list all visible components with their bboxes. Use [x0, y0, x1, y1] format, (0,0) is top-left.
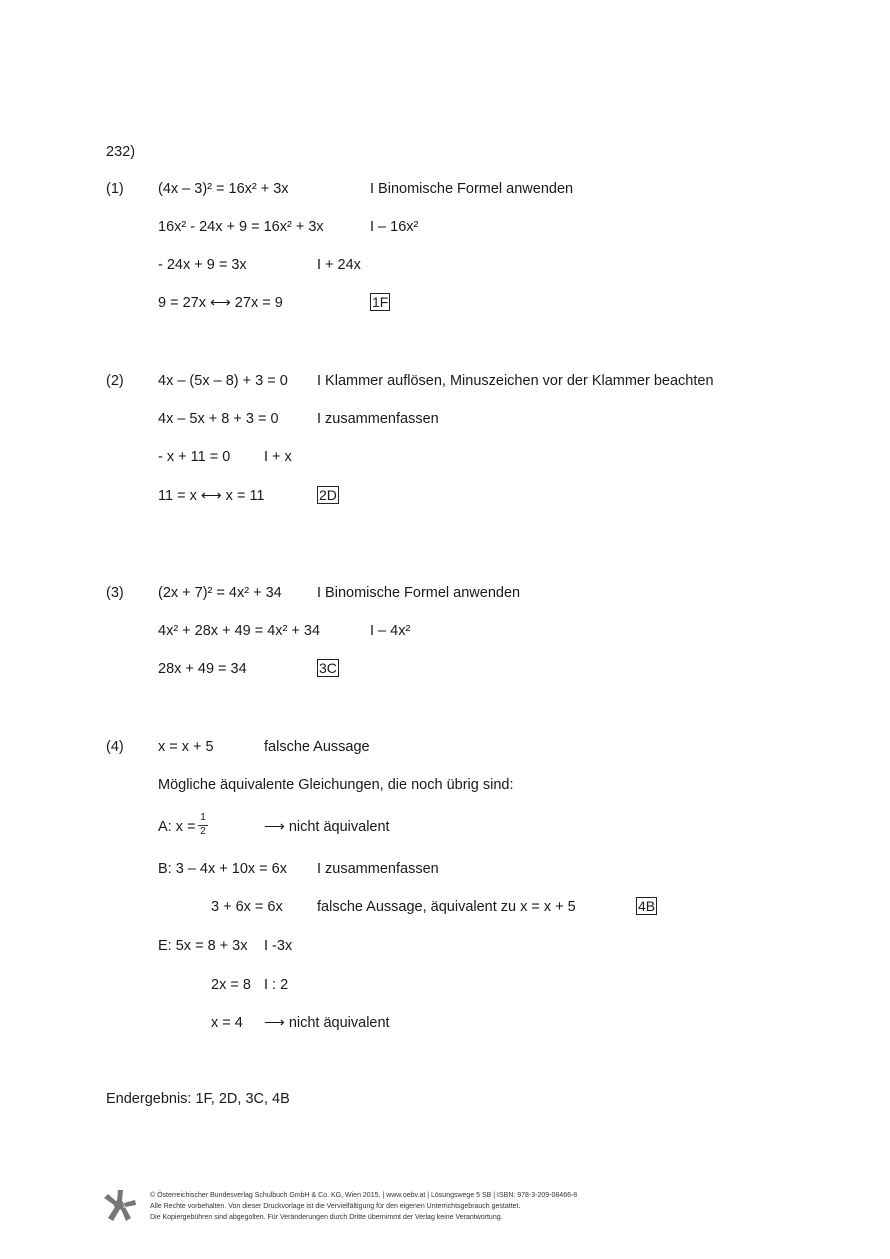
item-2-label: (2): [106, 373, 124, 389]
option-b-note: I zusammenfassen: [317, 861, 439, 877]
oebv-logo-icon: [104, 1190, 136, 1222]
option-a-expr: A: x =: [158, 819, 196, 835]
item-2-line-3-expr: - x + 11 = 0: [158, 449, 231, 465]
option-b-step-note: falsche Aussage, äquivalent zu x = x + 5: [317, 899, 576, 915]
item-2-line-4-expr: 11 = x ⟷ x = 11: [158, 488, 265, 504]
answer-box-1F: 1F: [372, 294, 389, 310]
task-number: 232): [106, 144, 136, 160]
item-3-line-1-expr: (2x + 7)² = 4x² + 34: [158, 585, 282, 601]
option-e-step-2-expr: x = 4: [211, 1015, 243, 1031]
item-3-line-1-note: I Binomische Formel anwenden: [317, 585, 521, 601]
item-1-line-4-expr: 9 = 27x ⟷ 27x = 9: [158, 295, 283, 311]
item-1-line-1-note: I Binomische Formel anwenden: [370, 181, 574, 197]
item-2-line-1-expr: 4x – (5x – 8) + 3 = 0: [158, 373, 288, 389]
item-4-line-1-expr: x = x + 5: [158, 739, 214, 755]
option-b-step-expr: 3 + 6x = 6x: [211, 899, 283, 915]
answer-box-2D: 2D: [319, 487, 337, 503]
item-1-label: (1): [106, 181, 124, 197]
final-result: Endergebnis: 1F, 2D, 3C, 4B: [106, 1091, 290, 1107]
item-3-line-2-note: I – 4x²: [370, 623, 411, 639]
answer-box-4B: 4B: [638, 898, 656, 914]
oebv-logo-graphic: [104, 1190, 136, 1222]
footer-legal-text: [150, 1190, 577, 1223]
fraction-one-half: [198, 812, 208, 837]
footer-line-3: Die Kopiergebühren sind abgegolten. Für Veränderungen durch Dritte übernimmt der Verlag keine Verantwortung.: [150, 1214, 503, 1221]
item-1-line-2-expr: 16x² - 24x + 9 = 16x² + 3x: [158, 219, 324, 235]
footer-line-2: Alle Rechte vorbehalten. Von dieser Druckvorlage ist die Vervielfältigung für den eigenen Unterrichtsgebrauch gestattet.: [150, 1203, 521, 1210]
item-3-label: (3): [106, 585, 124, 601]
option-e-step-1-expr: 2x = 8: [211, 977, 251, 993]
item-3-line-3-expr: 28x + 49 = 34: [158, 661, 247, 677]
item-1-line-3-expr: - 24x + 9 = 3x: [158, 257, 247, 273]
footer-line-1: © Österreichischer Bundesverlag Schulbuch GmbH & Co. KG, Wien 2015. | www.oebv.at | Lösungswege 5 SB | ISBN: 978-3-209-08466-8: [150, 1192, 578, 1199]
item-2-line-3-note: I + x: [264, 449, 292, 465]
item-1-line-3-note: I + 24x: [317, 257, 361, 273]
option-b-expr: B: 3 – 4x + 10x = 6x: [158, 861, 287, 877]
item-2-line-2-note: I zusammenfassen: [317, 411, 439, 427]
item-2-line-1-note: I Klammer auflösen, Minuszeichen vor der Klammer beachten: [317, 373, 714, 389]
item-1-line-2-note: I – 16x²: [370, 219, 419, 235]
answer-box-3C: 3C: [319, 660, 337, 676]
option-e-expr: E: 5x = 8 + 3x: [158, 938, 248, 954]
fraction-numerator: 1: [200, 812, 206, 823]
item-1-line-1-expr: (4x – 3)² = 16x² + 3x: [158, 181, 289, 197]
fraction-denominator: 2: [198, 825, 208, 837]
option-a-note: ⟶ nicht äquivalent: [264, 819, 390, 835]
option-e-step-1-note: I : 2: [264, 977, 289, 993]
item-4-label: (4): [106, 739, 124, 755]
item-3-line-2-expr: 4x² + 28x + 49 = 4x² + 34: [158, 623, 321, 639]
item-4-line-1-note: falsche Aussage: [264, 739, 370, 755]
option-e-step-2-note: ⟶ nicht äquivalent: [264, 1015, 390, 1031]
item-4-intro-text: Mögliche äquivalente Gleichungen, die noch übrig sind:: [158, 777, 514, 793]
option-e-note: I -3x: [264, 938, 293, 954]
item-2-line-2-expr: 4x – 5x + 8 + 3 = 0: [158, 411, 279, 427]
